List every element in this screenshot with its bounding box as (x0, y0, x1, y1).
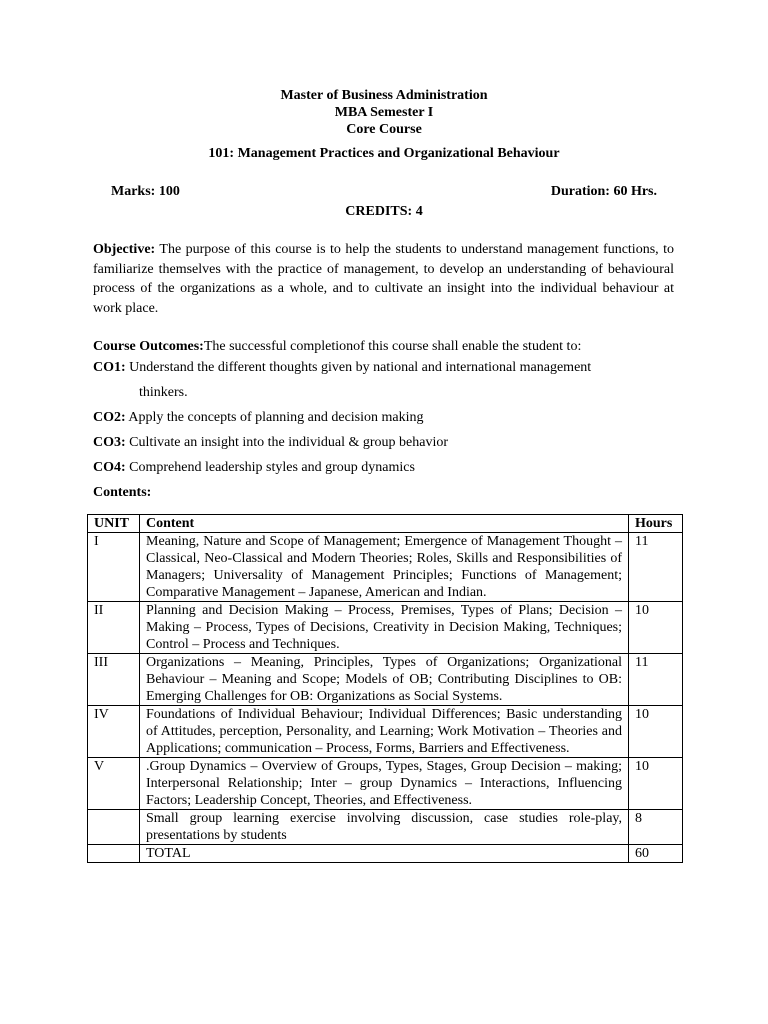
unit-cell (88, 810, 140, 845)
hours-cell: 8 (629, 810, 683, 845)
hours-cell: 10 (629, 602, 683, 654)
document-header (0, 87, 768, 138)
subject-title: 101: Management Practices and Organizational Behaviour (208, 146, 560, 161)
co1-continuation: thinkers. (139, 385, 188, 400)
outcomes-label: Course Outcomes: (93, 339, 204, 354)
content-cell: Foundations of Individual Behaviour; Individual Differences; Basic understanding of Attitudes, perception, Personality, and Learning; Work Motivation – Theories and Applications; communication – Process, Forms, Barriers and Effectiveness. (140, 706, 629, 758)
duration-label: Duration: 60 Hrs. (550, 184, 657, 199)
table-header-row (88, 515, 683, 533)
hours-cell: 11 (629, 533, 683, 602)
hours-column-header: Hours (629, 515, 683, 533)
unit-cell: IV (88, 706, 140, 758)
co1-text: Understand the different thoughts given by national and international management (125, 360, 592, 375)
contents-table (87, 514, 683, 863)
course-type: Core Course (346, 122, 422, 137)
outcomes-intro-line (93, 337, 674, 356)
co2-text: Apply the concepts of planning and decision making (125, 410, 424, 425)
unit-cell: III (88, 654, 140, 706)
unit-column-header: UNIT (88, 515, 140, 533)
content-cell: Organizations – Meaning, Principles, Types of Organizations; Organizational Behaviour – Meaning and Scope; Models of OB; Contributing Disciplines to OB: Emerging Challenges for OB: Organizations as Social Systems. (140, 654, 629, 706)
outcomes-intro: The successful completionof this course shall enable the student to: (203, 339, 582, 354)
unit-cell (88, 845, 140, 863)
content-cell: .Group Dynamics – Overview of Groups, Types, Stages, Group Decision – making; Interpersonal Relationship; Inter – group Dynamics – Interactions, Influencing Factors; Leadership Concept, Theories, and Effectiveness. (140, 758, 629, 810)
content-column-header: Content (140, 515, 629, 533)
total-hours-cell: 60 (629, 845, 683, 863)
co4-label: CO4: (93, 460, 126, 475)
hours-cell: 10 (629, 758, 683, 810)
program-title: Master of Business Administration (280, 88, 488, 103)
unit-cell: I (88, 533, 140, 602)
semester-title: MBA Semester I (334, 105, 434, 120)
credits-label: CREDITS: 4 (345, 204, 423, 219)
course-outcomes (93, 337, 674, 502)
objective-text: The purpose of this course is to help the students to understand management functions, to familiarize themselves with the practice of management, to develop an understanding of behavioural process of the organizations as a whole, and to cultivate an insight into the individual behaviour at work place. (93, 242, 674, 316)
objective-paragraph (93, 240, 674, 318)
content-cell: Planning and Decision Making – Process, Premises, Types of Plans; Decision – Making – Process, Types of Decisions, Creativity in Decision Making, Techniques; Control – Process and Techniques. (140, 602, 629, 654)
co3-line (93, 433, 674, 452)
unit-cell: II (88, 602, 140, 654)
content-cell: Small group learning exercise involving discussion, case studies role-play, presentations by students (140, 810, 629, 845)
table-row (88, 602, 683, 654)
content-cell: Meaning, Nature and Scope of Management; Emergence of Management Thought – Classical, Neo-Classical and Modern Theories; Roles, Skills and Responsibilities of Managers; Universality of Management Principles; Functions of Management; Comparative Management – Japanese, American and Indian. (140, 533, 629, 602)
co4-line (93, 458, 674, 477)
marks-label: Marks: 100 (111, 184, 180, 199)
table-row (88, 654, 683, 706)
table-row (88, 810, 683, 845)
hours-cell: 10 (629, 706, 683, 758)
co3-text: Cultivate an insight into the individual & group behavior (125, 435, 449, 450)
table-row (88, 706, 683, 758)
contents-heading (93, 483, 674, 502)
co3-label: CO3: (93, 435, 126, 450)
co2-line (93, 408, 674, 427)
unit-cell: V (88, 758, 140, 810)
co1-line (93, 358, 674, 377)
total-label-cell: TOTAL (140, 845, 629, 863)
table-row (88, 758, 683, 810)
co4-text: Comprehend leadership styles and group dynamics (125, 460, 415, 475)
co2-label: CO2: (93, 410, 126, 425)
table-row-total (88, 845, 683, 863)
table-row (88, 533, 683, 602)
co1-label: CO1: (93, 360, 126, 375)
objective-label: Objective: (93, 242, 156, 257)
contents-label: Contents: (93, 485, 152, 500)
hours-cell: 11 (629, 654, 683, 706)
